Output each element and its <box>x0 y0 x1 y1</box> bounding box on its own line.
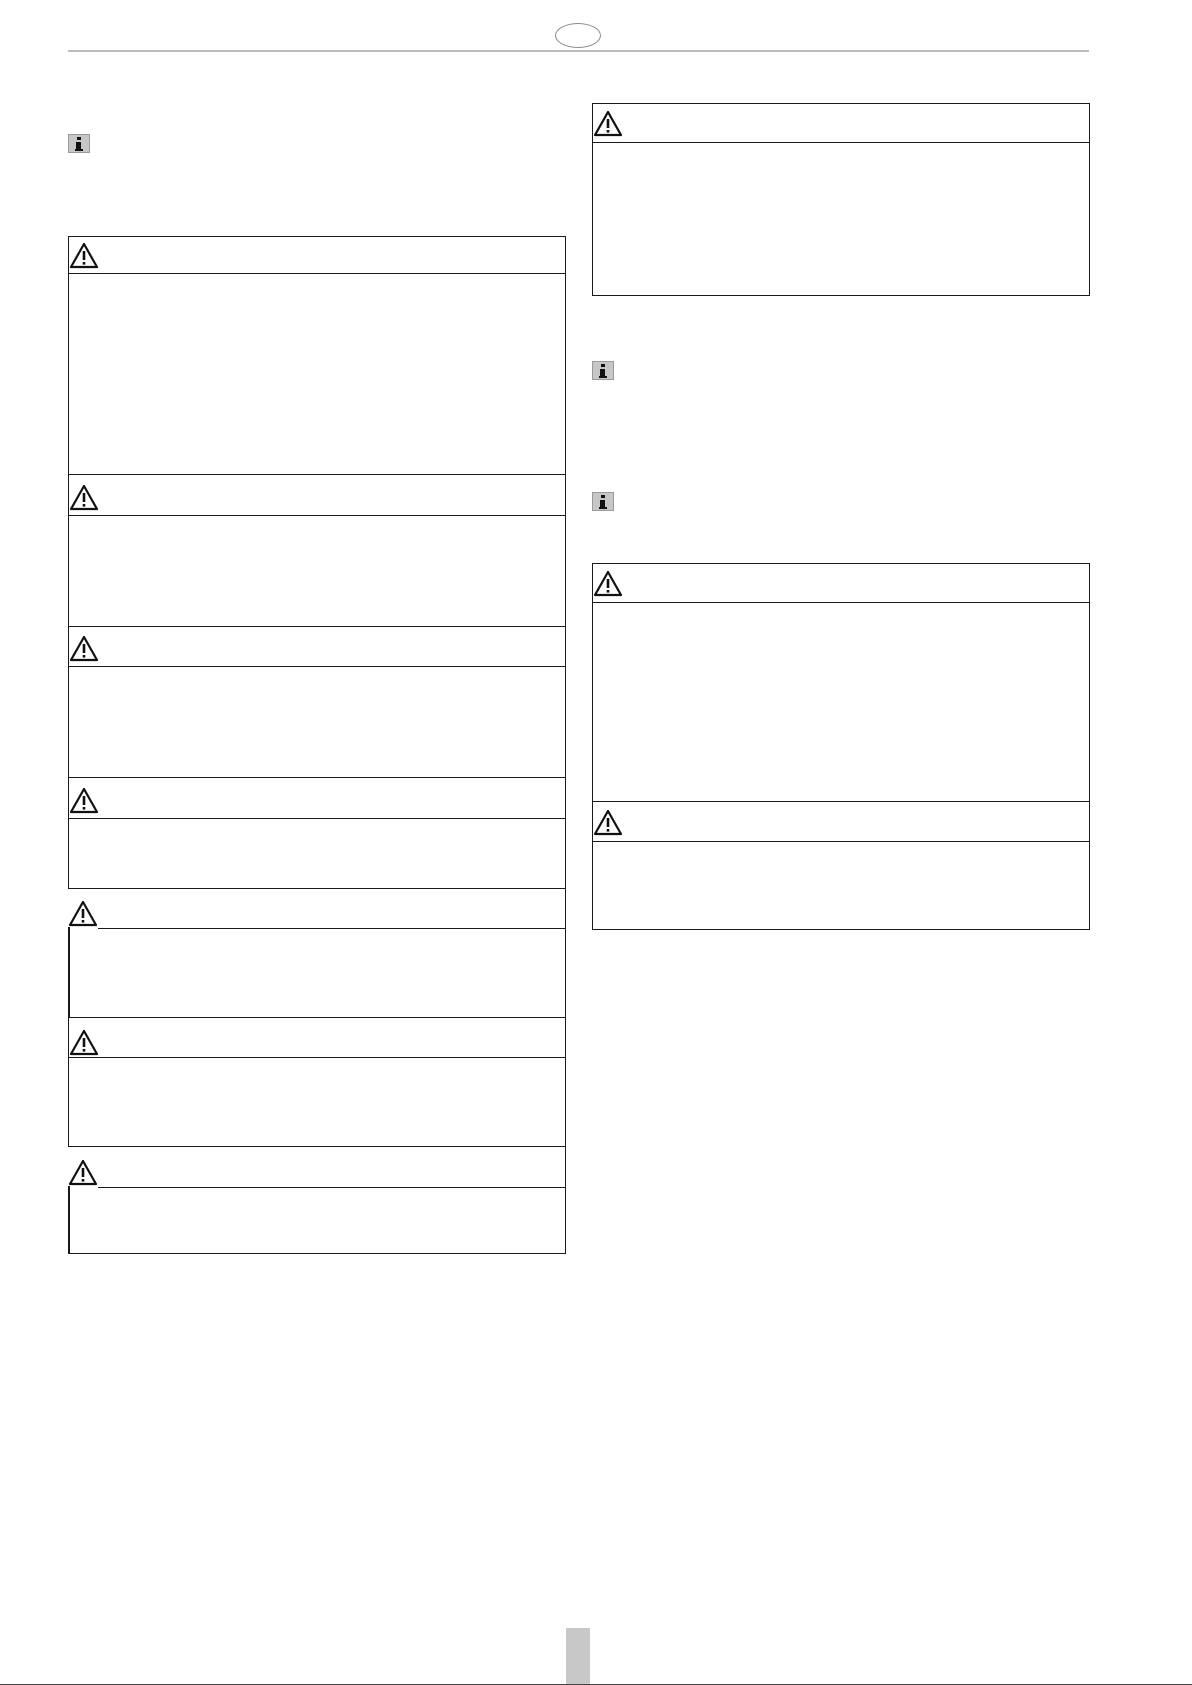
language-badge <box>555 23 601 48</box>
warning-box <box>68 474 566 628</box>
page-number-tab <box>566 1628 590 1685</box>
warning-box-header <box>69 475 565 516</box>
warning-box <box>592 103 1090 296</box>
warning-box <box>68 1017 566 1148</box>
warning-triangle-icon <box>593 110 623 137</box>
header-rule <box>68 50 1089 52</box>
warning-box-header <box>593 104 1089 143</box>
warning-box <box>68 777 566 889</box>
warning-triangle-icon <box>593 570 623 597</box>
warning-box-header <box>68 889 565 929</box>
info-icon <box>592 361 614 380</box>
warning-box-header <box>593 564 1089 603</box>
warning-triangle-icon <box>69 484 99 511</box>
warning-box-header <box>69 627 565 667</box>
warning-box-header <box>593 802 1089 842</box>
warning-box-header <box>69 778 565 819</box>
warning-box-header <box>68 1147 565 1188</box>
warning-triangle-icon <box>593 809 623 836</box>
warning-box-header <box>69 237 565 274</box>
warning-box <box>68 626 566 779</box>
box-left-edge <box>68 1186 70 1254</box>
warning-triangle-icon <box>68 1159 98 1186</box>
warning-box <box>592 563 1090 803</box>
warning-box <box>68 1146 566 1254</box>
warning-box <box>68 236 566 476</box>
box-left-edge <box>68 927 70 1019</box>
warning-box-header <box>69 1018 565 1058</box>
warning-triangle-icon <box>69 242 99 269</box>
info-icon <box>592 492 614 511</box>
warning-box <box>592 801 1090 930</box>
warning-triangle-icon <box>69 635 99 662</box>
warning-triangle-icon <box>69 1029 99 1056</box>
info-icon <box>68 134 90 153</box>
warning-box <box>68 888 566 1019</box>
warning-triangle-icon <box>68 900 98 927</box>
warning-triangle-icon <box>69 787 99 814</box>
